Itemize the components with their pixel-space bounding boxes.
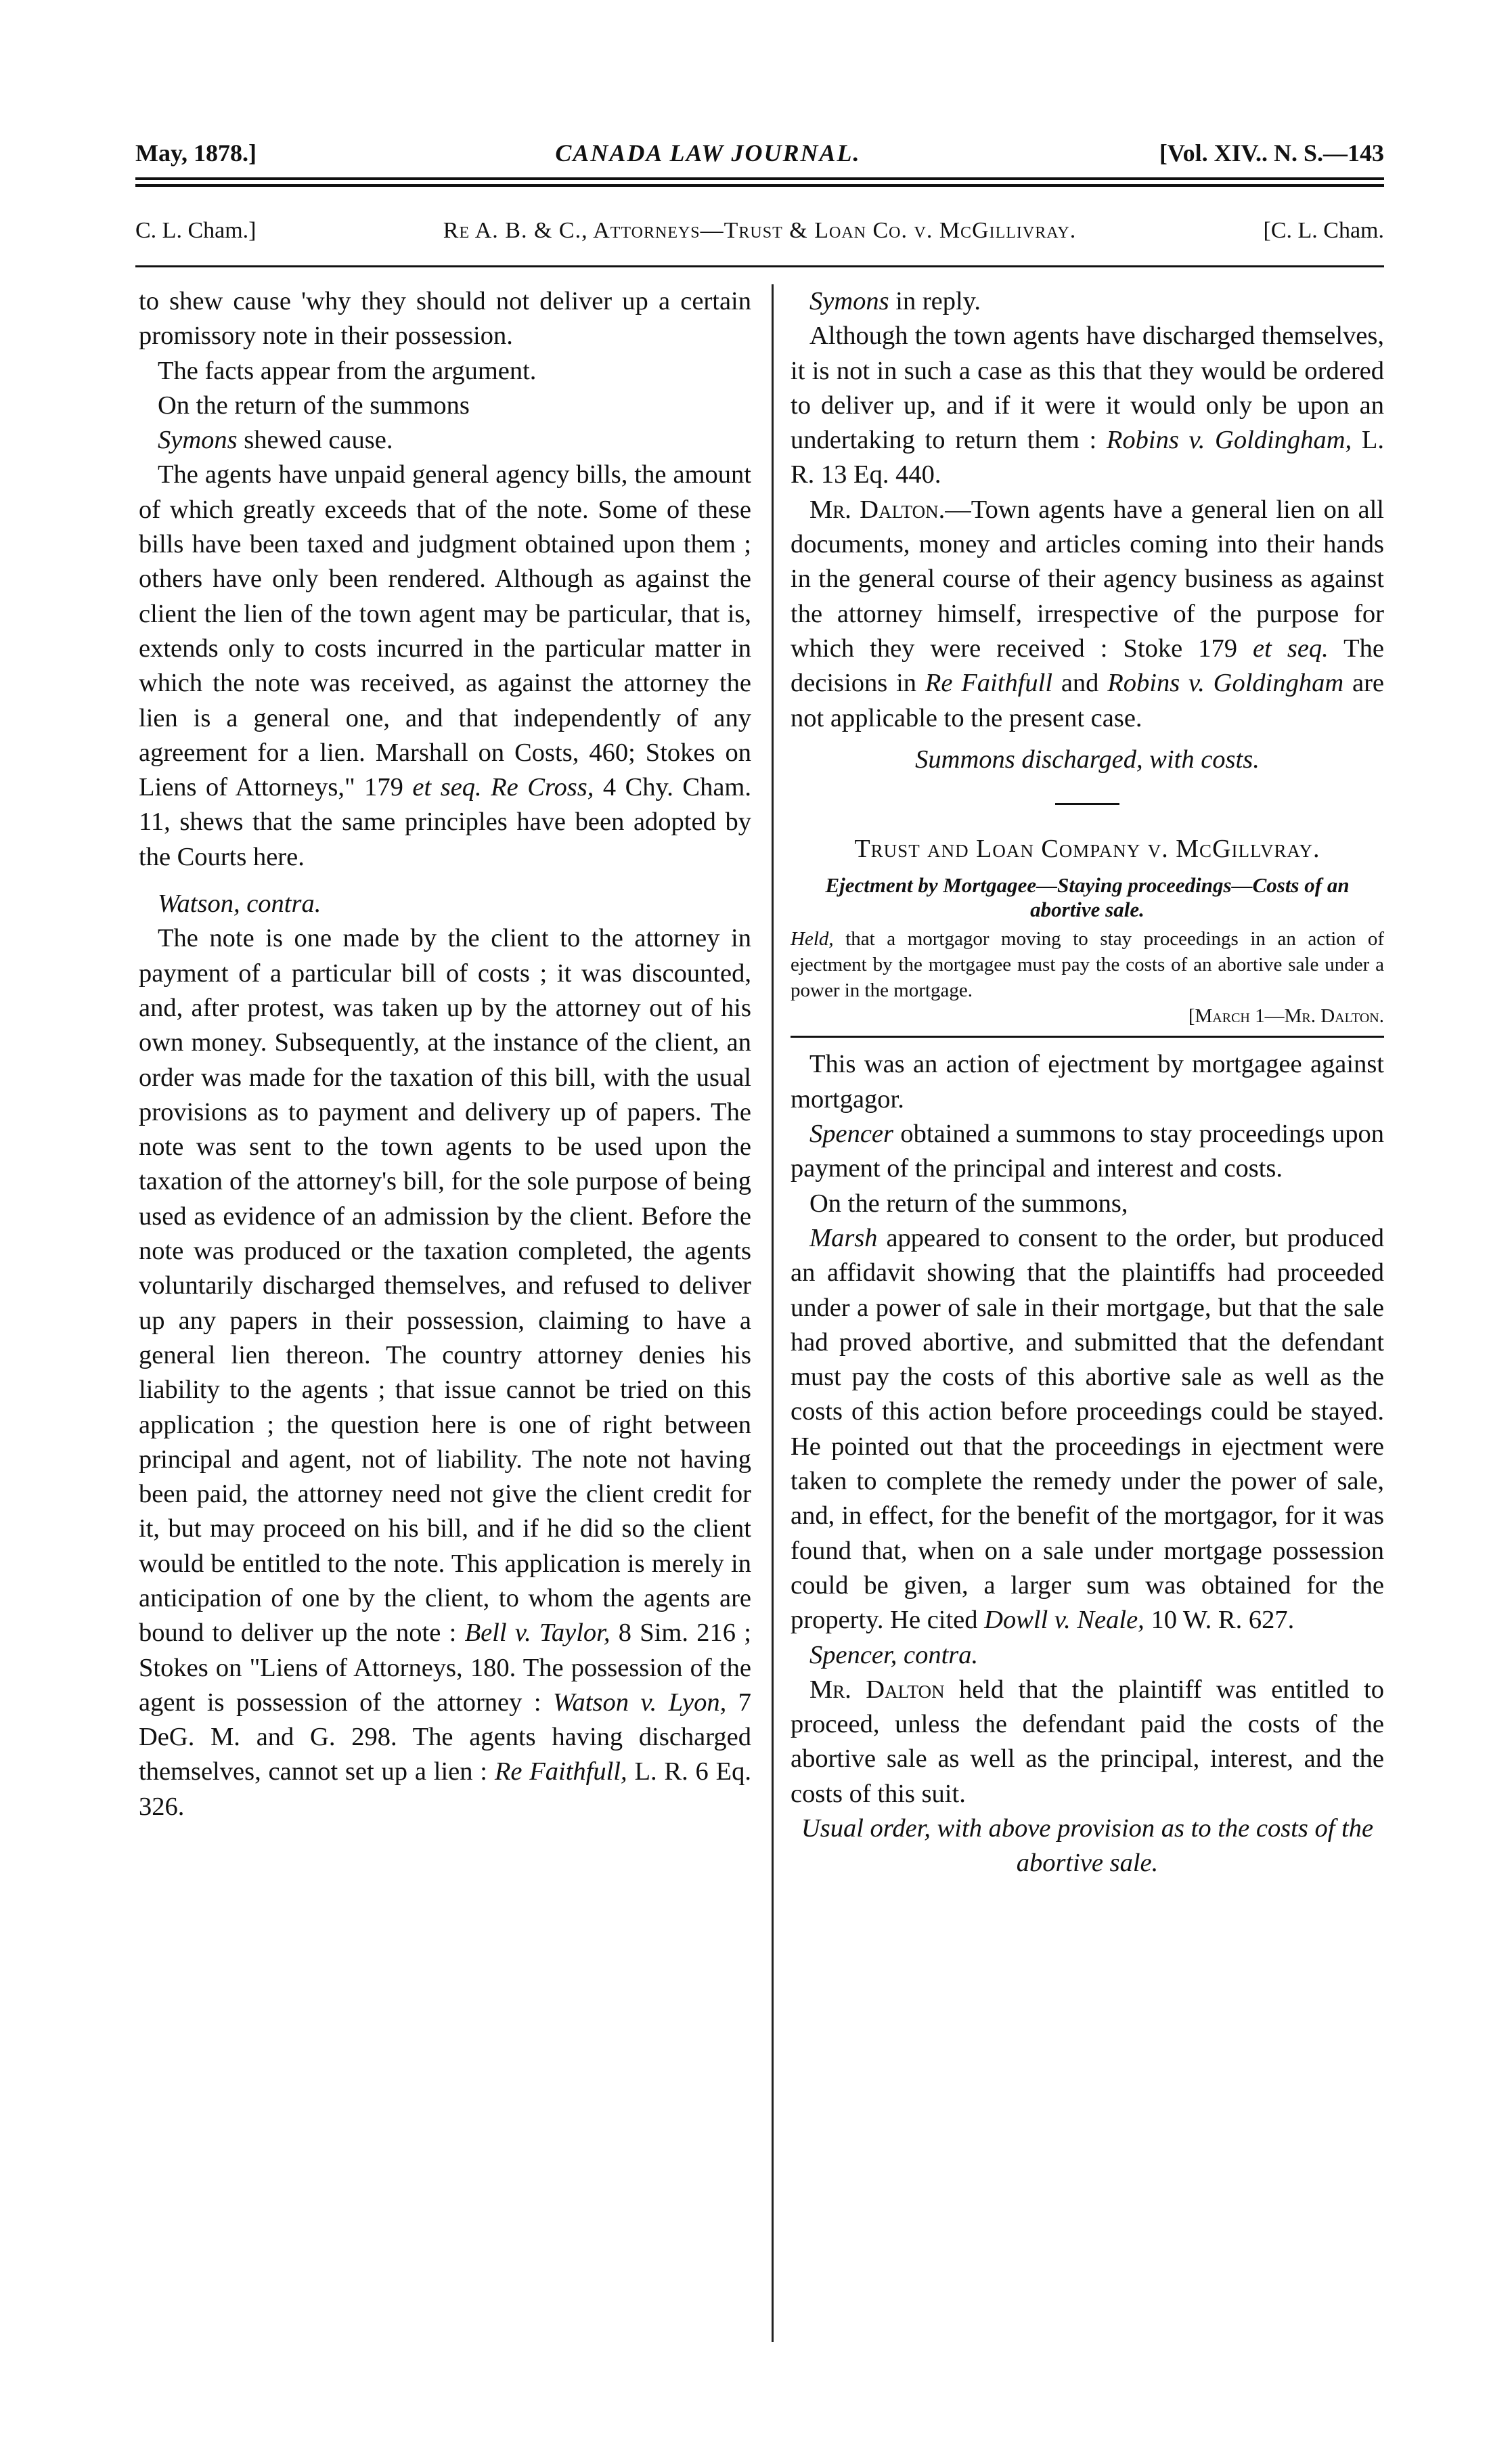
text-run: in reply. <box>889 287 981 315</box>
text-run: 4 Chy. Cham. 11, shews that the same principles have been adopted by the Courts here. <box>139 773 751 871</box>
counsel-name: Spencer <box>809 1120 893 1149</box>
counsel-name: Marsh <box>809 1223 878 1252</box>
paragraph: This was an action of ejectment by mortgagee against mortgagor. <box>791 1050 1384 1114</box>
text-run: held that the plaintiff was entitled to proceed, unless the defendant paid the costs of the abortive sale as well as the principal, interest, and the costs of this suit. <box>791 1675 1385 1808</box>
text-run: 7 DeG. M. and G. 298. The agents having discharged themselves, cannot set up a lien : <box>139 1688 751 1786</box>
text-run: L. R. 13 Eq. 440. <box>791 426 1384 489</box>
citation: Robins v. Goldingham, <box>1106 426 1352 455</box>
paragraph: On the return of the summons <box>158 391 470 420</box>
volume-page: [Vol. XIV.. N. S.—143 <box>1159 139 1384 167</box>
paragraph <box>139 921 751 1824</box>
paragraph: The facts appear from the argument. <box>158 356 537 385</box>
headnote-subject: Ejectment by Mortgagee—Staying proceedings—Costs of an abortive sale. <box>825 873 1350 922</box>
citation: Re Faithfull <box>925 669 1053 698</box>
running-head <box>135 139 1384 167</box>
paragraph: Spencer, contra. <box>809 1640 979 1669</box>
text-run: are not applicable to the present case. <box>791 669 1384 732</box>
citation: et seq. <box>412 773 482 802</box>
headnote-rule <box>791 1036 1384 1038</box>
text-run: The note is one made by the client to the attorney in payment of a particular bill of costs ; it was discounted, and, after protest, was taken up by the attorney out of his own money. Subsequently, at the instance of the client, an order was made for the taxation of this bill, with the usual provisions as to payment and delivery up of papers. The note was sent to the town agents to be used upon the taxation of the attorney's bill, for the sole purpose of being used as evidence of an admission by the client. Before the note was produced or the taxation completed, the agents voluntarily discharged themselves, and refused to deliver up any papers in their possession, claiming to have a general lien thereon. The country attorney denies his liability to the agents ; that issue cannot be tried on this application ; the question here is one of right between principal and agent, not of liability. The note not having been paid, the attorney need not give the client credit for it, but may proceed on his bill, and if he did so the client would be entitled to the note. This application is merely in anticipation of one by the client, to whom the agents are bound to deliver up the note : <box>139 924 751 1648</box>
judge-name: Mr. Dalton. <box>809 495 946 524</box>
judge-name: Mr. Dalton <box>809 1675 945 1704</box>
paragraph <box>791 493 1384 736</box>
paragraph: Watson, contra. <box>158 889 321 919</box>
text-run <box>482 773 491 801</box>
citation: et seq. <box>1253 634 1329 663</box>
headnote-held: Held, <box>791 928 834 950</box>
citation: Robins v. Goldingham <box>1107 669 1344 698</box>
header-rule-bottom <box>135 184 1384 187</box>
citation: Watson v. Lyon, <box>553 1688 727 1717</box>
disposition: Usual order, with above provision as to the costs of the abortive sale. <box>801 1813 1374 1878</box>
paragraph <box>791 1221 1384 1638</box>
paragraph <box>791 1117 1384 1187</box>
case-header-title: Re A. B. & C., Attorneys—Trust & Loan Co. v. McGillivray. <box>443 218 1077 243</box>
section-divider <box>1055 803 1119 805</box>
citation: Dowll v. Neale, <box>984 1606 1144 1635</box>
text-run: that a mortgagor moving to stay proceedings in an action of ejectment by the mortgagee must pay the costs of an abortive sale under a power in the mortgage. <box>791 928 1384 1002</box>
text-run: obtained a summons to stay proceedings upon payment of the principal and interest and costs. <box>791 1120 1384 1183</box>
counsel-name: Symons <box>158 426 238 455</box>
paragraph: On the return of the summons, <box>809 1189 1128 1218</box>
journal-title: CANADA LAW JOURNAL. <box>555 139 861 167</box>
text-run: 8 Sim. 216 ; Stokes on "Liens of Attorneys, 180. The possession of the agent is possession of the attorney : <box>139 1619 751 1717</box>
citation: Re Cross, <box>491 773 594 802</box>
left-column <box>139 284 751 1824</box>
disposition: Summons discharged, with costs. <box>915 745 1260 774</box>
column-divider <box>772 284 774 2342</box>
case-header-rule <box>135 265 1384 267</box>
text-run: The agents have unpaid general agency bills, the amount of which greatly exceeds that of the note. Some of these bills have been taxed and judgment obtained upon them ; others have only been rendered. Although as against the client the lien of the town agent may be particular, that is, extends only to costs incurred in the particular matter in which the note was received, as against the attorney the lien is a general one, and that independently of any agreement for a lien. Marshall on Costs, 460; Stokes on Liens of Attorneys," 179 <box>139 460 751 802</box>
case-header-right: [C. L. Cham. <box>1263 218 1384 243</box>
paragraph <box>139 423 751 458</box>
case-header <box>135 218 1384 244</box>
text-run: Although the town agents have discharged themselves, it is not in such a case as this that they would be ordered to deliver up, and if it were it would only be upon an undertaking to return them : <box>791 322 1384 455</box>
headnote <box>791 926 1384 1003</box>
citation: Bell v. Taylor, <box>464 1619 610 1648</box>
paragraph <box>791 284 1384 319</box>
paragraph: to shew cause 'why they should not deliver up a certain promissory note in their possession. <box>139 287 751 351</box>
text-run: and <box>1052 669 1108 698</box>
case-header-left: C. L. Cham.] <box>135 218 257 243</box>
paragraph <box>791 319 1384 492</box>
headnote-date: [March 1—Mr. Dalton. <box>1188 1005 1384 1028</box>
text-run: shewed cause. <box>237 426 393 455</box>
text-run: appeared to consent to the order, but produced an affidavit showing that the plaintiffs had proceeded under a power of sale in their mortgage, but that the sale had proved abortive, and submitted that the defendant must pay the costs of this abortive sale as well as the costs of this action before proceedings could be stayed. He pointed out that the proceedings in ejectment were taken to complete the remedy under the power of sale, and, in effect, for the benefit of the mortgagor, for it was found that, when on a sale under mortgage possession could be given, a larger sum was obtained for the property. He cited <box>791 1223 1384 1635</box>
paragraph <box>791 1673 1384 1811</box>
case-title: Trust and Loan Company v. McGillvray. <box>854 835 1320 864</box>
paragraph <box>139 458 751 875</box>
header-rule-top <box>135 177 1384 180</box>
right-column <box>791 284 1384 1881</box>
text-run: L. R. 6 Eq. 326. <box>139 1757 752 1821</box>
citation: Re Faithfull, <box>494 1757 627 1786</box>
counsel-name: Symons <box>809 287 889 315</box>
text-run: The decisions in <box>791 634 1385 698</box>
issue-date: May, 1878.] <box>135 139 257 167</box>
text-run: 10 W. R. 627. <box>1144 1606 1295 1635</box>
text-run: —Town agents have a general lien on all documents, money and articles coming into their hands in the general course of their agency business as against the attorney himself, irrespective of the purpose for which they were received : Stoke 179 <box>791 495 1385 663</box>
